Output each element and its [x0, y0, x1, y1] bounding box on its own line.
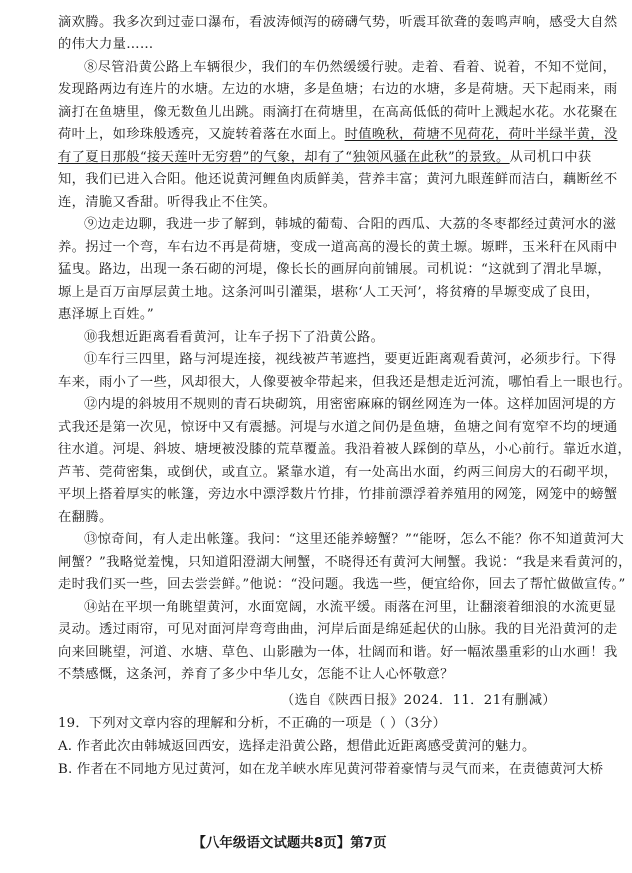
paragraph-line: 滴欢腾。我多次到过壶口瀑布，看波涛倾泻的磅礴气势，听震耳欲聋的轰鸣声响，感受大自然: [58, 15, 618, 30]
plain-text: 荷叶上，如珍珠般透亮，又旋转着落在水面上。: [58, 127, 345, 142]
paragraph-line: 滴打在鱼塘里，像无数鱼儿出跳。雨滴打在荷塘里，在高高低低的荷叶上溅起水花。水花聚在: [58, 105, 618, 120]
underlined-sentence: 有了夏日那般“接天莲叶无穷碧”的气象，却有了“独领风骚在此秋”的景致。: [58, 150, 510, 165]
paragraph-line: 芦苇、莞荷密集，或倒伏，或直立。紧靠水道，有一处高出水面，约两三间房大的石砌平坝，: [58, 465, 618, 480]
paragraph-line: 发现路两边有连片的水塘。左边的水塘，多是鱼塘；右边的水塘，多是荷塘。天下起雨来，雨: [58, 82, 618, 97]
paragraph-line: 式我还是第一次见，惊讶中又有震撼。河堤与水道之间仍是鱼塘，鱼塘之间有宽窄不均的埂通: [58, 420, 618, 435]
paragraph-line: 向来回眺望，河道、水塘、草色、山影融为一体，壮阔而和谐。好一幅浓墨重彩的山水画！我: [58, 645, 618, 660]
paragraph-line: 猛曳。路边，出现一条石砌的河堤，像长长的画屏向前铺展。司机说：“这就到了渭北旱塬，: [58, 262, 612, 277]
paragraph-11-start: ⑪车行三四里，路与河堤连接，视线被芦苇遮挡，要更近距离观看黄河，必须步行。下得: [84, 352, 617, 367]
paragraph-14-start: ⑭站在平坝一角眺望黄河，水面宽阔，水流平缓。雨落在河里，让翻滚着细浪的水流更显: [84, 600, 617, 615]
page-footer: 【八年级语文试题共8页】第7页: [192, 835, 387, 851]
underlined-sentence: 时值晚秋，荷塘不见荷花，荷叶半绿半黄，没: [344, 127, 618, 142]
paragraph-line: 灵动。透过雨帘，可见对面河岸弯弯曲曲，河岸后面是绵延起伏的山脉。我的目光沿黄河的走: [58, 622, 618, 637]
option-b: B. 作者在不同地方见过黄河，如在龙羊峡水库见黄河带着豪情与灵气而来，在责德黄河大桥: [58, 762, 604, 777]
paragraph-line: 惠泽塬上百姓。”: [58, 307, 155, 322]
paragraph-9-start: ⑨边走边聊，我进一步了解到，韩城的葡萄、合阳的西瓜、大荔的冬枣都经过黄河水的滋: [84, 217, 617, 232]
paragraph-line: 闸蟹？”我略觉羞愧，只知道阳澄湖大闸蟹，不晓得还有黄河大闸蟹。我说：“我是来看黄河的，: [58, 555, 632, 570]
paragraph-line: 养。拐过一个弯，车右边不再是荷塘，变成一道高高的漫长的黄土塬。塬畔，玉米秆在风雨中: [58, 240, 618, 255]
paragraph-line: [58, 150, 592, 166]
paragraph-line: 塬上是百万亩厚层黄土地。这条河叫引灌渠，堪称‘人工天河’，将贫瘠的旱塬变成了良田，: [58, 285, 600, 300]
article-source: （选自《陕西日报》2024．11．21有删减）: [280, 693, 556, 708]
paragraph-line: 的伟大力量……: [58, 37, 154, 52]
paragraph-line: 平坝上搭着厚实的帐篷，旁边水中漂浮数片竹排，竹排前漂浮着养殖用的网笼，网笼中的螃蟹: [58, 487, 618, 502]
paragraph-line: 在翻腾。: [58, 510, 113, 525]
plain-text: 从司机口中获: [509, 150, 592, 165]
paragraph-line: 走时我们买一些，回去尝尝鲜。”他说：“没问题。我选一些，便宜给你，回去了帮忙做做宣传。”: [58, 577, 626, 592]
paragraph-12-start: ⑫内堤的斜坡用不规则的青石块砌筑，用密密麻麻的钢丝网连为一体。这样加固河堤的方: [84, 397, 617, 412]
paragraph-line: 不禁感慨，这条河，养育了多少中华儿女，怎能不让人心怀敬意？: [58, 667, 454, 682]
paragraph-13-start: ⑬惊奇间，有人走出帐篷。我问：“这里还能养螃蟹？”“能呀，怎么不能？你不知道黄河大: [84, 532, 625, 547]
paragraph-line: 知，我们已进入合阳。他还说黄河鲤鱼肉质鲜美，营养丰富；黄河九眼莲鲜而洁白，藕断丝不: [58, 172, 618, 187]
paragraph-10: ⑩我想近距离看看黄河，让车子拐下了沿黄公路。: [84, 330, 385, 345]
paragraph-line: [58, 127, 618, 143]
option-a: A. 作者此次由韩城返回西安，选择走沿黄公路，想借此近距离感受黄河的魅力。: [58, 739, 536, 754]
question-stem: 19．下列对文章内容的理解和分析，不正确的一项是（ ）（3分）: [58, 716, 447, 731]
paragraph-8-start: ⑧尽管沿黄公路上车辆很少，我们的车仍然缓缓行驶。走着、看着、说着，不知不觉间，: [84, 60, 617, 75]
paragraph-line: 往水道。河堤、斜坡、塘埂被没膝的荒草覆盖。我沿着被人踩倒的草丛，小心前行。靠近水道，: [58, 442, 632, 457]
paragraph-line: 车来，雨小了一些，风却很大，人像要被伞带起来，但我还是想走近河流，哪怕看上一眼也行。: [58, 375, 632, 390]
paragraph-line: 连，清脆又香甜。听得我止不住笑。: [58, 195, 277, 210]
